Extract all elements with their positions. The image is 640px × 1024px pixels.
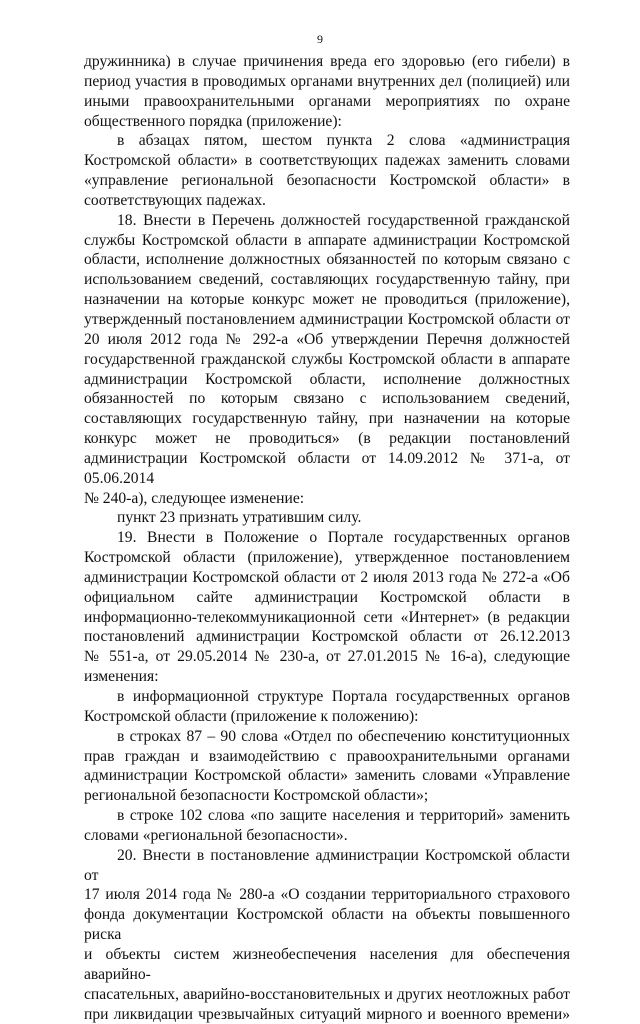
- text-line: и объекты систем жизнеобеспечения населения для обеспечения аварийно-: [84, 945, 570, 985]
- text-line: использованием сведений, составляющих государственную тайну, при: [84, 270, 570, 290]
- text-line: информационно-телекоммуникационной сети «Интернет» (в редакции: [84, 608, 570, 628]
- text-line: период участия в проводимых органами внутренних дел (полицией) или: [84, 72, 570, 92]
- text-line: 17 июля 2014 года № 280-а «О создании территориального страхового: [84, 885, 570, 905]
- text-line: спасательных, аварийно-восстановительных и других неотложных работ: [84, 985, 570, 1005]
- text-line: соответствующих падежах.: [84, 191, 570, 211]
- text-line: фонда документации Костромской области на объекты повышенного риска: [84, 905, 570, 945]
- text-line: пункт 23 признать утратившим силу.: [84, 508, 570, 528]
- text-line: Костромской области» в соответствующих падежах заменить словами: [84, 151, 570, 171]
- text-line: Костромской области (приложение к положению):: [84, 707, 570, 727]
- text-line: службы Костромской области в аппарате администрации Костромской: [84, 231, 570, 251]
- text-line: в строке 102 слова «по защите населения и территорий» заменить: [84, 806, 570, 826]
- document-body: [84, 52, 570, 1024]
- text-line: назначении на которые конкурс может не проводиться (приложение),: [84, 290, 570, 310]
- text-line: администрации Костромской области от 2 июля 2013 года № 272-а «Об: [84, 568, 570, 588]
- text-line: 18. Внести в Перечень должностей государственной гражданской: [84, 211, 570, 231]
- text-line: администрации Костромской области от 14.09.2012 № 371-а, от 05.06.2014: [84, 449, 570, 489]
- text-line: № 240-а), следующее изменение:: [84, 489, 570, 509]
- text-line: региональной безопасности Костромской области»;: [84, 786, 570, 806]
- text-line: утвержденный постановлением администрации Костромской области от: [84, 310, 570, 330]
- text-line: дружинника) в случае причинения вреда его здоровью (его гибели) в: [84, 52, 570, 72]
- text-line: администрации Костромской области» заменить словами «Управление: [84, 766, 570, 786]
- text-line: при ликвидации чрезвычайных ситуаций мирного и военного времени»: [84, 1005, 570, 1024]
- text-line: словами «региональной безопасности».: [84, 826, 570, 846]
- text-line: составляющих государственную тайну, при назначении на которые: [84, 409, 570, 429]
- text-line: 20 июля 2012 года № 292-а «Об утверждении Перечня должностей: [84, 330, 570, 350]
- text-line: иными правоохранительными органами мероприятиях по охране: [84, 92, 570, 112]
- text-line: общественного порядка (приложение):: [84, 112, 570, 132]
- text-line: конкурс может не проводиться» (в редакции постановлений: [84, 429, 570, 449]
- text-line: обязанностей по которым связано с использованием сведений,: [84, 389, 570, 409]
- text-line: области, исполнение должностных обязанностей по которым связано с: [84, 250, 570, 270]
- text-line: в строках 87 – 90 слова «Отдел по обеспечению конституционных: [84, 727, 570, 747]
- text-line: прав граждан и взаимодействию с правоохранительными органами: [84, 747, 570, 767]
- text-line: 20. Внести в постановление администрации Костромской области от: [84, 846, 570, 886]
- text-line: государственной гражданской службы Костромской области в аппарате: [84, 350, 570, 370]
- text-line: в абзацах пятом, шестом пункта 2 слова «администрация: [84, 131, 570, 151]
- text-line: изменения:: [84, 667, 570, 687]
- text-line: Костромской области (приложение), утвержденное постановлением: [84, 548, 570, 568]
- text-line: администрации Костромской области, исполнение должностных: [84, 370, 570, 390]
- text-line: «управление региональной безопасности Костромской области» в: [84, 171, 570, 191]
- page-number: 9: [0, 32, 640, 47]
- text-line: официальном сайте администрации Костромской области в: [84, 588, 570, 608]
- text-line: № 551-а, от 29.05.2014 № 230-а, от 27.01.2015 № 16-а), следующие: [84, 647, 570, 667]
- text-line: постановлений администрации Костромской области от 26.12.2013: [84, 627, 570, 647]
- text-line: 19. Внести в Положение о Портале государственных органов: [84, 528, 570, 548]
- text-line: в информационной структуре Портала государственных органов: [84, 687, 570, 707]
